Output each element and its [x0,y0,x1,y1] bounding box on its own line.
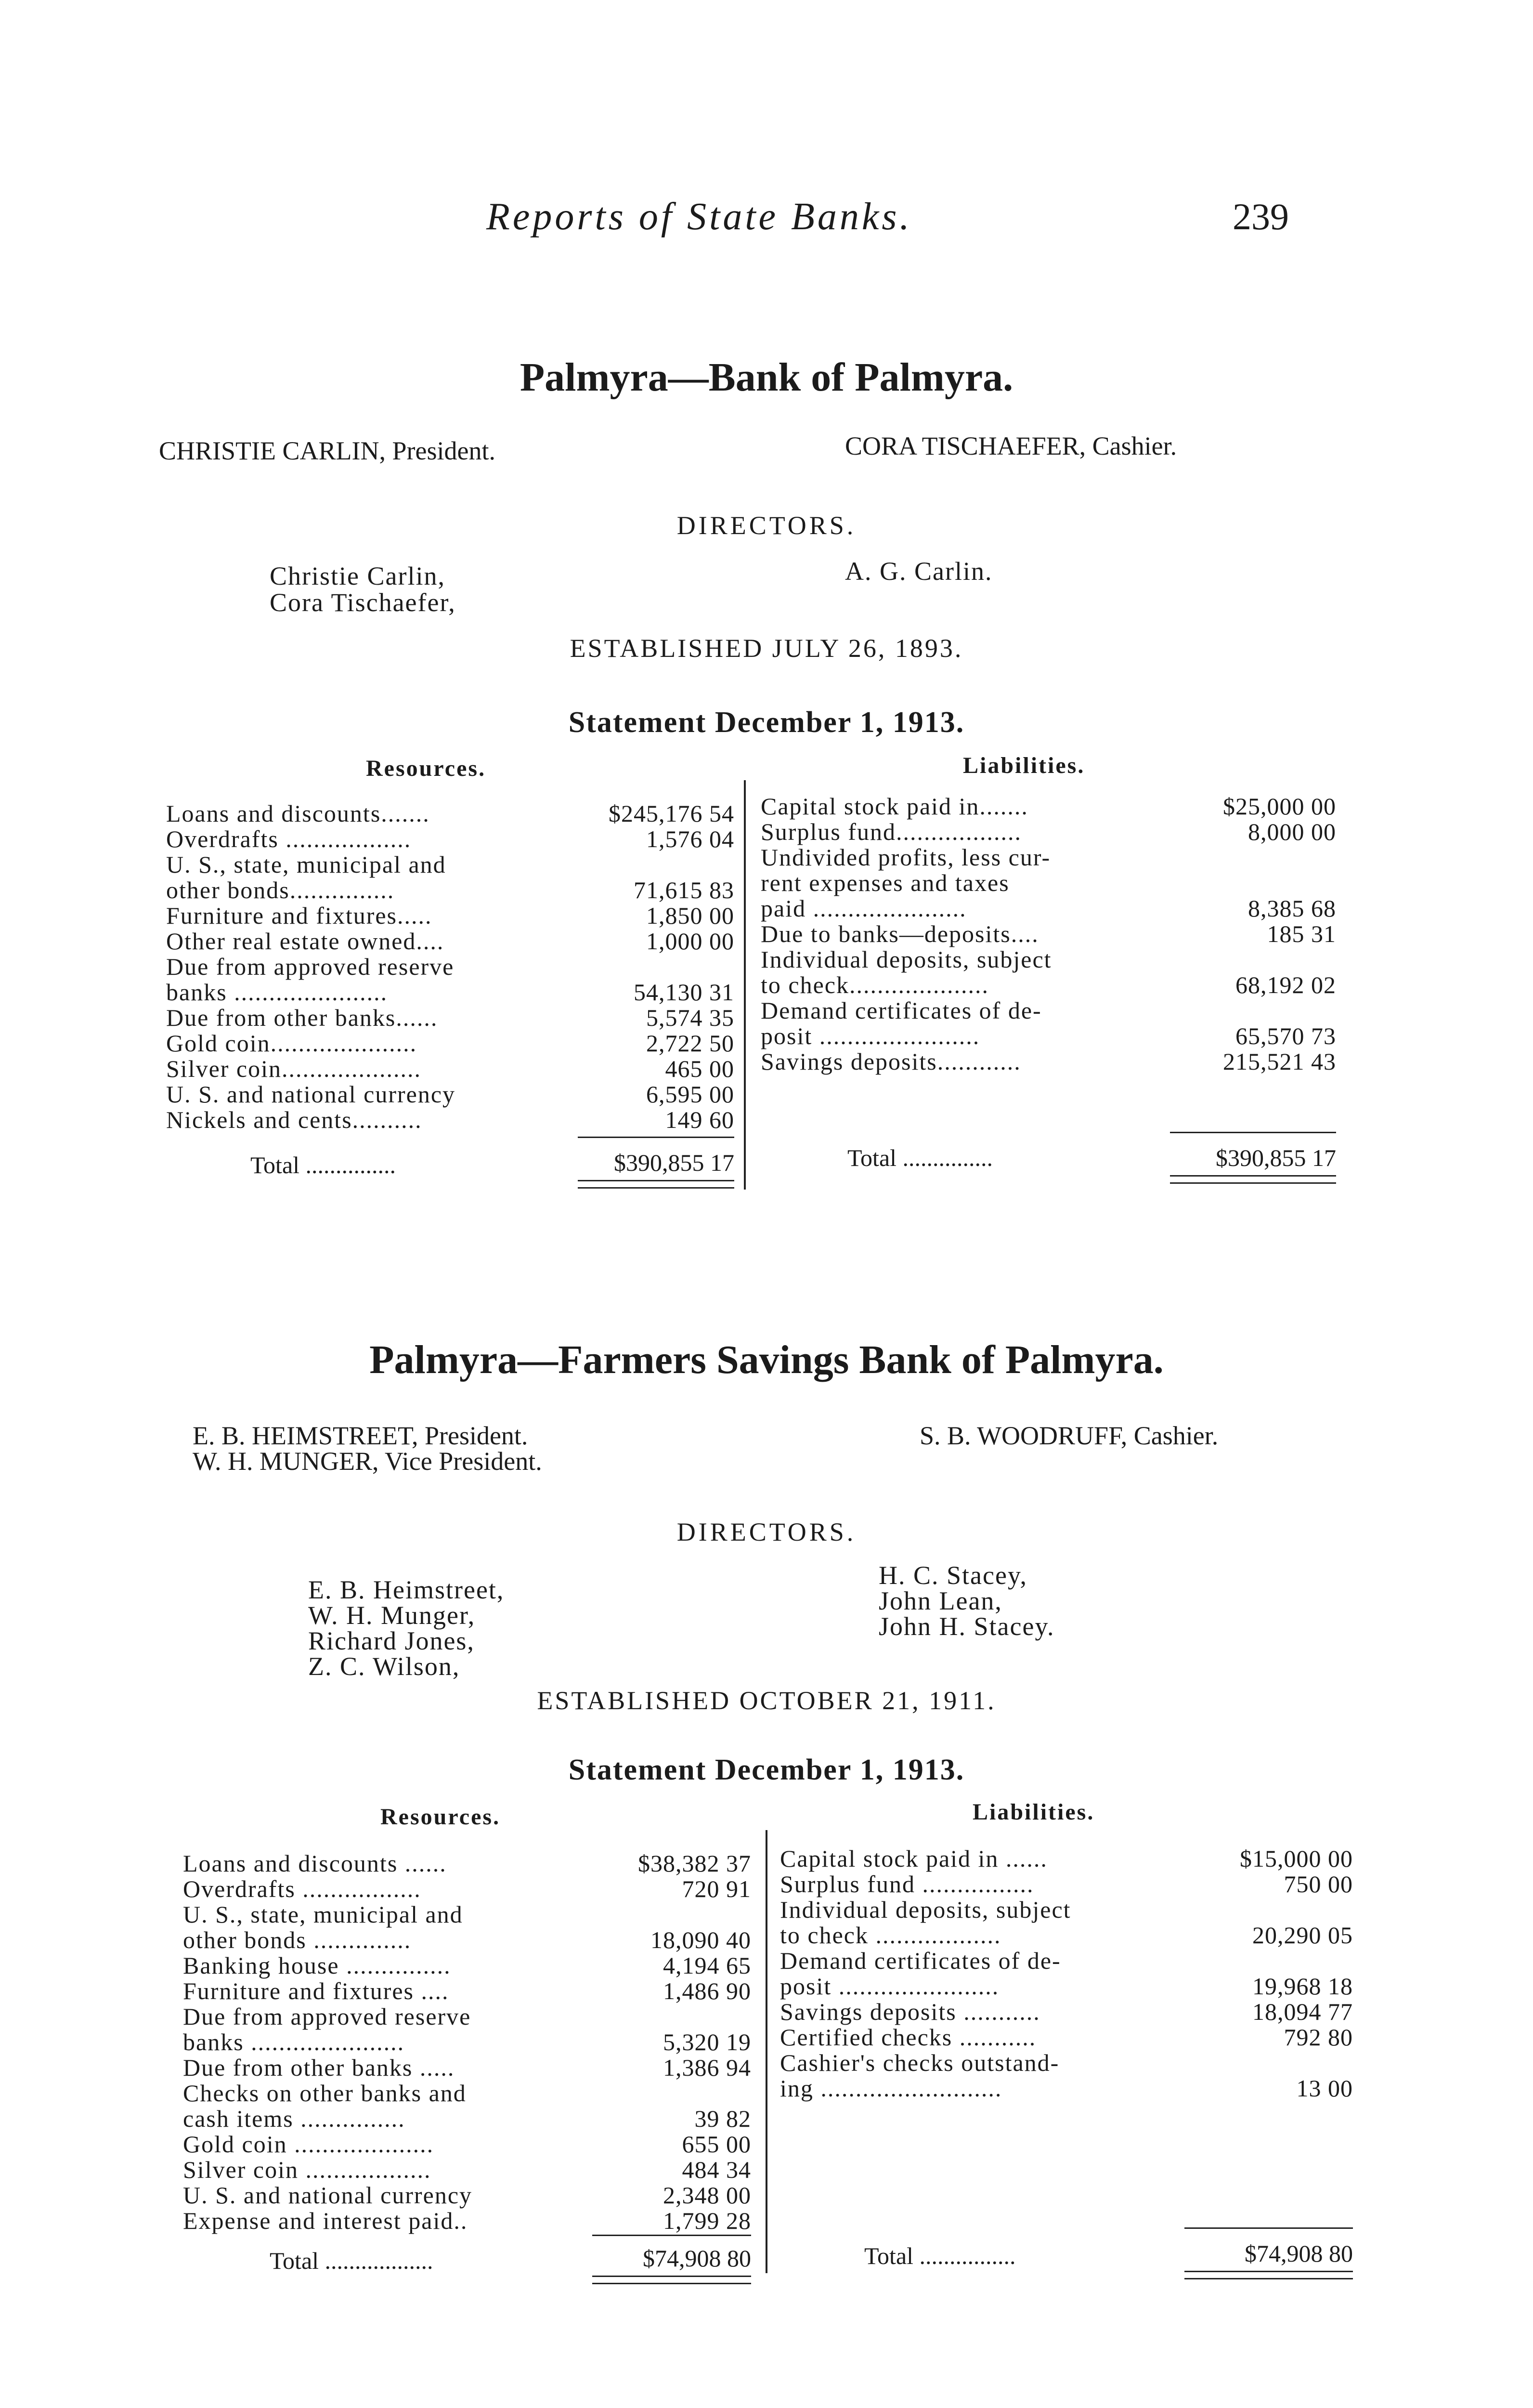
cashier: CORA TISCHAEFER, Cashier. [845,432,1177,460]
resource-amount: $245,176 54 [609,800,734,827]
resource-amount: 2,348 00 [663,2182,751,2209]
resource-label: Loans and discounts....... [166,800,430,827]
resource-label: Furniture and fixtures .... [183,1977,449,2004]
resource-row [166,953,734,979]
liability-label: Savings deposits ........... [780,1998,1040,2025]
resource-label: Expense and interest paid.. [183,2207,468,2234]
liability-label: ing .......................... [780,2075,1002,2102]
resource-row [183,2156,751,2182]
resource-label: other bonds............... [166,877,395,903]
resources-heading: Resources. [366,756,486,781]
liability-label: Savings deposits............ [761,1048,1021,1075]
resource-row [166,1055,734,1081]
resource-label: Checks on other banks and [183,2080,467,2107]
liability-label: posit ....................... [780,1973,1000,2000]
liabilities-heading: Liabilities. [963,753,1085,778]
liability-amount: $25,000 00 [1223,793,1336,820]
liability-label: paid ...................... [761,895,967,922]
director: Cora Tischaefer, [270,588,456,617]
resource-row [166,927,734,953]
liability-row [761,843,1336,869]
resource-amount: 1,799 28 [663,2207,751,2234]
liability-amount: 8,000 00 [1248,818,1336,845]
director: A. G. Carlin. [845,557,993,586]
resource-label: Gold coin .................... [183,2131,434,2158]
resource-amount: 720 91 [682,1875,751,1902]
resource-amount: 1,000 00 [646,928,734,955]
resources-total-label: Total ............... [250,1152,396,1178]
director: John H. Stacey. [879,1612,1055,1641]
liability-label: Surplus fund.................. [761,818,1022,845]
resource-amount: $38,382 37 [638,1850,751,1877]
liability-label: Due to banks—deposits.... [761,920,1039,947]
resource-row [183,2079,751,2105]
bank-title: Palmyra—Bank of Palmyra. [520,355,1013,400]
resource-label: Loans and discounts ...... [183,1850,447,1877]
bank-title: Palmyra—Farmers Savings Bank of Palmyra. [369,1337,1164,1382]
resource-amount: 2,722 50 [646,1030,734,1057]
resources-total-amount: $74,908 80 [643,2245,751,2272]
liability-amount: $15,000 00 [1240,1845,1353,1872]
liability-label: Individual deposits, subject [761,946,1052,973]
resource-label: Other real estate owned.... [166,928,444,955]
liability-row [780,2074,1353,2100]
liability-row [780,1947,1353,1973]
liability-row [761,894,1336,920]
liability-row [761,945,1336,971]
liability-label: rent expenses and taxes [761,869,1010,896]
liability-row [761,818,1336,844]
resource-row [183,1875,751,1901]
resource-row [183,1926,751,1952]
resource-label: Due from approved reserve [183,2003,471,2030]
liability-row [761,1022,1336,1048]
liability-label: Cashier's checks outstand- [780,2049,1060,2076]
resource-row [183,2028,751,2054]
resource-row [183,2207,751,2233]
liability-row [780,1972,1353,1998]
resource-amount: 5,320 19 [663,2028,751,2055]
resource-label: Overdrafts .................. [166,825,412,852]
resource-amount: 1,850 00 [646,902,734,929]
resource-row [183,2130,751,2156]
liability-amount: 13 00 [1296,2075,1353,2102]
resource-row [166,1029,734,1055]
resource-label: Banking house ............... [183,1952,451,1979]
resource-label: Due from approved reserve [166,953,455,980]
director: Christie Carlin, [270,562,445,590]
statement-heading: Statement December 1, 1913. [568,706,965,739]
resource-row [166,799,734,825]
liability-amount: 65,570 73 [1235,1022,1336,1049]
resource-label: Gold coin..................... [166,1030,417,1057]
liability-label: posit ....................... [761,1022,980,1049]
director: E. B. Heimstreet, [308,1575,505,1604]
resource-label: Due from other banks ..... [183,2054,455,2081]
resource-amount: 4,194 65 [663,1952,751,1979]
resource-label: U. S., state, municipal and [166,851,446,878]
liability-amount: 20,290 05 [1252,1922,1353,1949]
established-date: ESTABLISHED OCTOBER 21, 1911. [537,1686,996,1715]
vice-president: W. H. MUNGER, Vice President. [193,1447,542,1476]
resource-row [166,1004,734,1030]
liability-label: Demand certificates of de- [761,997,1042,1024]
liability-row [780,2023,1353,2049]
total-rule [1170,1132,1336,1133]
total-rule [1184,2227,1353,2229]
resource-row [183,1951,751,1977]
resource-row [183,2105,751,2131]
liability-row [780,1998,1353,2024]
liability-label: to check .................. [780,1922,1001,1949]
resource-row [183,1977,751,2003]
director: Z. C. Wilson, [308,1652,460,1681]
resources-total-label: Total .................. [270,2247,433,2274]
liability-label: Undivided profits, less cur- [761,844,1051,871]
page-number: 239 [1233,196,1289,237]
liability-row [780,1896,1353,1922]
resource-row [166,825,734,851]
resource-amount: 465 00 [665,1055,734,1082]
liability-amount: 185 31 [1267,920,1336,947]
total-double-rule [1170,1175,1336,1184]
liability-label: Certified checks ........... [780,2024,1037,2051]
liability-label: Individual deposits, subject [780,1896,1071,1923]
liability-amount: 792 80 [1284,2024,1353,2051]
resource-amount: 1,486 90 [663,1977,751,2004]
resources-total-amount: $390,855 17 [614,1149,734,1176]
resource-label: Nickels and cents.......... [166,1106,422,1133]
resource-amount: 5,574 35 [646,1004,734,1031]
resource-label: cash items ............... [183,2105,405,2132]
total-double-rule [578,1180,734,1189]
liability-label: Capital stock paid in....... [761,793,1028,820]
liability-label: Surplus fund ................ [780,1871,1034,1898]
statement-heading: Statement December 1, 1913. [568,1754,965,1786]
resource-row [183,2002,751,2028]
resource-amount: 18,090 40 [650,1926,751,1953]
resource-amount: 149 60 [665,1106,734,1133]
cashier: S. B. WOODRUFF, Cashier. [920,1421,1219,1450]
resource-amount: 655 00 [682,2131,751,2158]
directors-heading: DIRECTORS. [676,1518,857,1546]
resource-row [183,1849,751,1875]
resources-heading: Resources. [380,1804,501,1830]
director: Richard Jones, [308,1626,475,1655]
liability-row [761,996,1336,1022]
liabilities-heading: Liabilities. [973,1799,1095,1825]
resource-row [183,1900,751,1926]
resource-label: U. S., state, municipal and [183,1901,463,1928]
resource-label: Due from other banks...... [166,1004,438,1031]
column-divider [744,780,746,1190]
established-date: ESTABLISHED JULY 26, 1893. [570,634,963,663]
resource-amount: 39 82 [694,2105,751,2132]
resource-amount: 1,386 94 [663,2054,751,2081]
resource-label: Silver coin.................... [166,1055,422,1082]
liability-amount: 19,968 18 [1252,1973,1353,2000]
resource-row [166,978,734,1004]
resource-row [166,851,734,877]
resource-row [183,2054,751,2080]
liability-label: Capital stock paid in ...... [780,1845,1048,1872]
liability-label: to check.................... [761,971,989,998]
director: H. C. Stacey, [879,1561,1027,1590]
liability-row [780,1845,1353,1871]
liability-row [761,869,1336,895]
total-double-rule [1184,2271,1353,2279]
total-rule [578,1137,734,1138]
director: W. H. Munger, [308,1601,476,1630]
running-title: Reports of State Banks. [486,196,912,238]
liabilities-total-amount: $390,855 17 [1216,1144,1336,1171]
resource-label: other bonds .............. [183,1926,412,1953]
liability-amount: 18,094 77 [1252,1998,1353,2025]
resource-amount: 1,576 04 [646,825,734,852]
liability-row [780,2049,1353,2075]
resource-label: U. S. and national currency [166,1081,456,1108]
liabilities-total-label: Total ............... [847,1144,993,1171]
liability-amount: 215,521 43 [1223,1048,1336,1075]
resource-amount: 484 34 [682,2156,751,2183]
resource-row [166,902,734,928]
total-double-rule [592,2276,751,2284]
liability-amount: 750 00 [1284,1871,1353,1898]
resource-row [166,876,734,902]
total-rule [592,2235,751,2236]
president: E. B. HEIMSTREET, President. [193,1421,528,1450]
resource-amount: 54,130 31 [634,979,734,1006]
resource-label: Silver coin .................. [183,2156,431,2183]
resource-row [166,1080,734,1106]
president: CHRISTIE CARLIN, President. [159,436,495,465]
resource-label: U. S. and national currency [183,2182,473,2209]
directors-heading: DIRECTORS. [676,511,857,540]
liability-amount: 68,192 02 [1235,971,1336,998]
liabilities-total-label: Total ................ [864,2242,1016,2269]
resource-label: Overdrafts ................. [183,1875,421,1902]
director: John Lean, [879,1586,1002,1615]
liability-row [761,792,1336,818]
liabilities-total-amount: $74,908 80 [1245,2240,1353,2267]
column-divider [766,1830,767,2273]
resource-amount: 6,595 00 [646,1081,734,1108]
resource-row [183,2181,751,2207]
resource-amount: 71,615 83 [634,877,734,903]
liability-row [780,1921,1353,1947]
resource-label: banks ...................... [183,2028,405,2055]
liability-amount: 8,385 68 [1248,895,1336,922]
running-head [0,195,1533,253]
liability-row [780,1870,1353,1896]
liability-label: Demand certificates of de- [780,1947,1061,1974]
liability-row [761,1047,1336,1073]
liability-row [761,920,1336,946]
resource-row [166,1106,734,1132]
resource-label: banks ...................... [166,979,388,1006]
resource-label: Furniture and fixtures..... [166,902,432,929]
liability-row [761,971,1336,997]
